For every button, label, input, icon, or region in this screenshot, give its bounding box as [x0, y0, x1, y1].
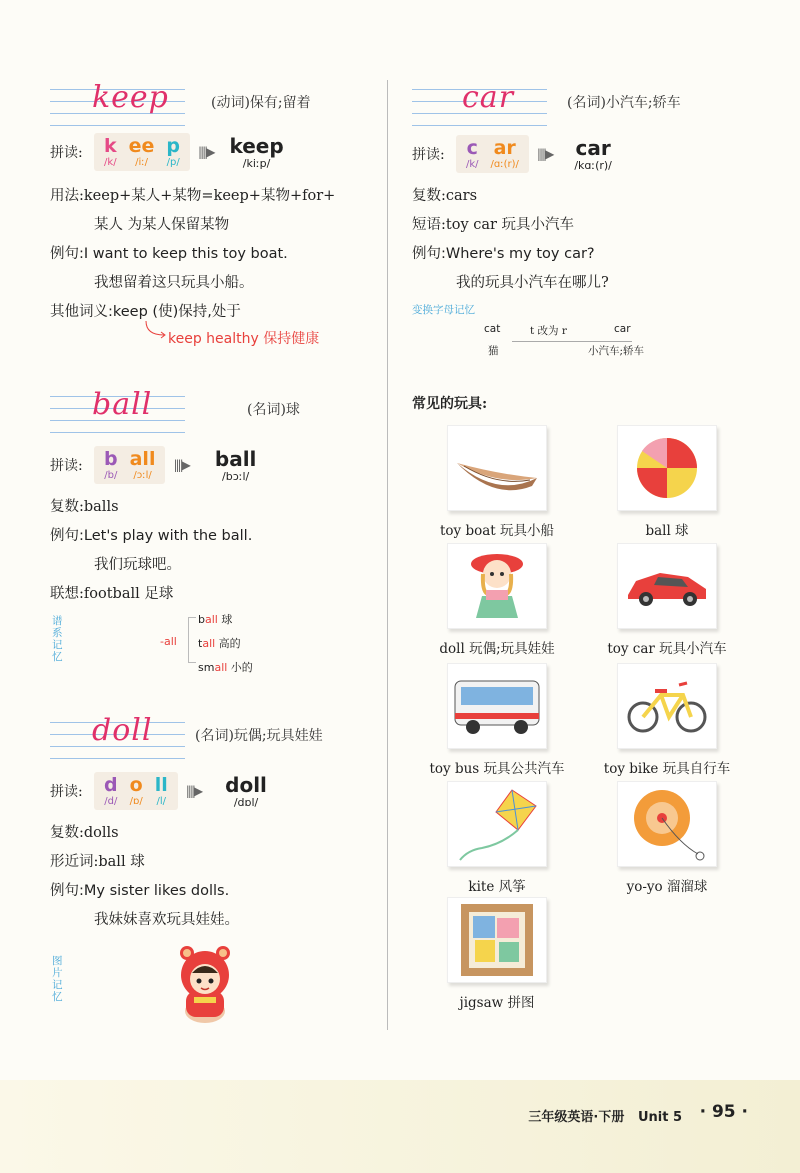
headword: ball: [92, 387, 153, 422]
toy-card: [582, 425, 752, 539]
cartoon-doll-icon: [170, 941, 240, 1027]
full-word: [229, 135, 283, 170]
toy-card: [412, 663, 582, 777]
phonics-pieces: [94, 133, 190, 171]
book-title: 三年级英语·下册: [528, 1110, 625, 1125]
piece-letters: ll: [154, 774, 168, 796]
phrase-line: 短语:toy car 玩具小汽车: [412, 217, 575, 233]
page-footer: [0, 1080, 800, 1173]
association-line: 联想:football 足球: [50, 586, 174, 602]
family-root: -all: [160, 635, 177, 648]
memo-from-cn: 猫: [488, 345, 499, 357]
piece-letters: ar: [493, 137, 516, 159]
entry-ball: [50, 385, 380, 685]
example-en: 例句:I want to keep this toy boat.: [50, 246, 288, 262]
full-word-phonetic: /bɔːl/: [222, 469, 250, 483]
memo-to: car: [614, 323, 631, 335]
toy-card: [582, 663, 752, 777]
footer-book: [528, 1106, 682, 1125]
right-column: [412, 78, 772, 1025]
part-of-speech: (名词)玩偶;玩具娃娃: [195, 728, 323, 744]
full-word: [574, 137, 612, 172]
arrow-icon: ||||▶: [536, 147, 553, 161]
entry-doll: [50, 711, 380, 1031]
full-word-text: doll: [225, 772, 267, 797]
full-word-phonetic: /kɑː(r)/: [574, 158, 612, 172]
toy-bike-icon: [617, 663, 717, 749]
toys-title: 常见的玩具:: [412, 396, 488, 412]
toy-caption: ball 球: [645, 523, 689, 539]
curve-arrow-icon: [142, 319, 172, 341]
phonics-piece: [491, 137, 519, 171]
phonics-piece: [130, 774, 143, 808]
phonics-piece: [155, 774, 168, 808]
phonics-piece: [104, 448, 118, 482]
piece-phonetic: /k/: [104, 157, 117, 168]
spelling-row: [412, 132, 772, 176]
other-meaning: 其他词义:keep (使)保持,处于: [50, 304, 241, 320]
toy-caption: toy boat 玩具小船: [439, 523, 554, 539]
full-word-text: car: [575, 135, 611, 160]
example-cn: 我妹妹喜欢玩具娃娃。: [94, 912, 239, 928]
arrow-icon: ||||▶: [173, 458, 189, 472]
phonics-piece: [466, 137, 479, 171]
example-cn: 我想留着这只玩具小船。: [94, 275, 254, 291]
similar-word-line: 形近词:ball 球: [50, 854, 145, 870]
family-item: ball 球: [198, 613, 233, 626]
arrow-icon: ||||▶: [198, 145, 214, 159]
family-bracket: [188, 617, 196, 663]
example-cn: 我们玩球吧。: [94, 557, 181, 573]
ball-icon: [617, 425, 717, 511]
piece-phonetic: /b/: [104, 470, 118, 481]
side-label: 图片记忆: [52, 955, 63, 1003]
toy-caption: toy car 玩具小汽车: [607, 641, 727, 657]
phonics-piece: [104, 135, 117, 169]
example-en: 例句:My sister likes dolls.: [50, 883, 230, 899]
piece-letters: b: [104, 448, 118, 470]
piece-phonetic: /iː/: [135, 157, 148, 168]
spelling-label: 拼读:: [50, 784, 83, 800]
spelling-row: [50, 130, 380, 174]
piece-phonetic: /ɑː(r)/: [490, 159, 519, 170]
headword-box: [50, 385, 185, 433]
doll-icon: [447, 543, 547, 629]
headword: doll: [92, 713, 153, 748]
toy-card: [582, 781, 752, 895]
arrow-icon: ||||▶: [185, 784, 202, 798]
jigsaw-icon: [447, 897, 547, 983]
full-word: [225, 774, 267, 809]
piece-letters: k: [104, 135, 117, 157]
letter-change-memo: [412, 317, 772, 377]
spelling-label: 拼读:: [50, 145, 83, 161]
spelling-label: 拼读:: [50, 458, 83, 474]
full-word-phonetic: /dɒl/: [233, 795, 259, 809]
family-item: tall 高的: [198, 637, 241, 650]
usage-line: 用法:keep+某人+某物=keep+某物+for+: [50, 188, 336, 204]
spelling-label: 拼读:: [412, 147, 445, 163]
toy-card: [412, 425, 582, 539]
phonics-pieces: [456, 135, 529, 173]
full-word: [215, 448, 257, 483]
part-of-speech: (名词)球: [247, 402, 300, 418]
piece-phonetic: /p/: [166, 157, 180, 168]
plural-line: 复数:dolls: [50, 825, 119, 841]
piece-phonetic: /k/: [466, 159, 479, 170]
toy-caption: doll 玩偶;玩具娃娃: [439, 641, 555, 657]
example-en: 例句:Where's my toy car?: [412, 246, 595, 262]
memo-to-cn: 小汽车;轿车: [588, 345, 645, 357]
full-word-phonetic: /kiːp/: [242, 156, 271, 170]
yo-yo-icon: [617, 781, 717, 867]
piece-letters: p: [166, 135, 181, 157]
phonics-pieces: [94, 772, 178, 810]
toy-bus-icon: [447, 663, 547, 749]
toy-card: [412, 543, 582, 657]
toys-grid: [412, 425, 772, 1025]
memo-change: t 改为 r: [530, 325, 567, 337]
part-of-speech: (名词)小汽车;轿车: [567, 95, 681, 111]
kite-icon: [447, 781, 547, 867]
memo-title: 变换字母记忆: [412, 304, 475, 316]
piece-letters: c: [466, 137, 478, 159]
spelling-row: [50, 443, 380, 487]
other-note: keep healthy 保持健康: [168, 331, 320, 347]
spelling-row: [50, 769, 380, 813]
picture-memo-block: [50, 935, 380, 1031]
plural-line: 复数:cars: [412, 188, 478, 204]
page-number: · 95 ·: [699, 1102, 748, 1122]
plural-line: 复数:balls: [50, 499, 119, 515]
piece-letters: d: [104, 774, 118, 796]
toy-card: [582, 543, 752, 657]
entry-car: [412, 78, 772, 377]
piece-phonetic: /ɔːl/: [133, 470, 152, 481]
toy-caption: jigsaw 拼图: [459, 995, 535, 1011]
toy-card: [412, 781, 582, 895]
full-word-text: keep: [229, 133, 284, 158]
piece-letters: ee: [128, 135, 155, 157]
headword: keep: [92, 80, 169, 115]
example-cn: 我的玩具小汽车在哪儿?: [456, 275, 609, 291]
memo-from: cat: [484, 323, 501, 335]
unit-label: Unit 5: [637, 1110, 682, 1125]
family-item: small 小的: [198, 661, 253, 674]
toy-car-icon: [617, 543, 717, 629]
phonics-piece: [104, 774, 118, 808]
full-word-text: ball: [214, 446, 257, 471]
toy-caption: kite 风筝: [468, 879, 526, 895]
usage-line-2: 某人 为某人保留某物: [94, 217, 230, 233]
part-of-speech: (动词)保有;留着: [211, 95, 311, 111]
toy-caption: toy bus 玩具公共汽车: [429, 761, 565, 777]
toy-caption: yo-yo 溜溜球: [626, 879, 708, 895]
left-column: [50, 78, 380, 1031]
word-family-block: [50, 609, 380, 685]
toy-boat-icon: [447, 425, 547, 511]
piece-letters: o: [129, 774, 143, 796]
toy-card: [412, 897, 582, 1011]
phonics-piece: [166, 135, 180, 169]
phonics-pieces: [94, 446, 165, 484]
headword: car: [462, 80, 515, 115]
column-divider: [387, 80, 388, 1030]
piece-phonetic: /l/: [156, 796, 166, 807]
piece-phonetic: /d/: [104, 796, 118, 807]
headword-box: [50, 78, 185, 126]
phonics-piece: [129, 135, 155, 169]
headword-box: [50, 711, 185, 759]
side-label: 谱系记忆: [52, 615, 63, 663]
headword-box: [412, 78, 547, 126]
memo-line: [512, 341, 632, 342]
phonics-piece: [130, 448, 156, 482]
other-note-wrap: [50, 327, 380, 351]
example-en: 例句:Let's play with the ball.: [50, 528, 253, 544]
piece-phonetic: /ɒ/: [129, 796, 143, 807]
piece-letters: all: [129, 448, 156, 470]
toy-caption: toy bike 玩具自行车: [603, 761, 731, 777]
entry-keep: [50, 78, 380, 351]
